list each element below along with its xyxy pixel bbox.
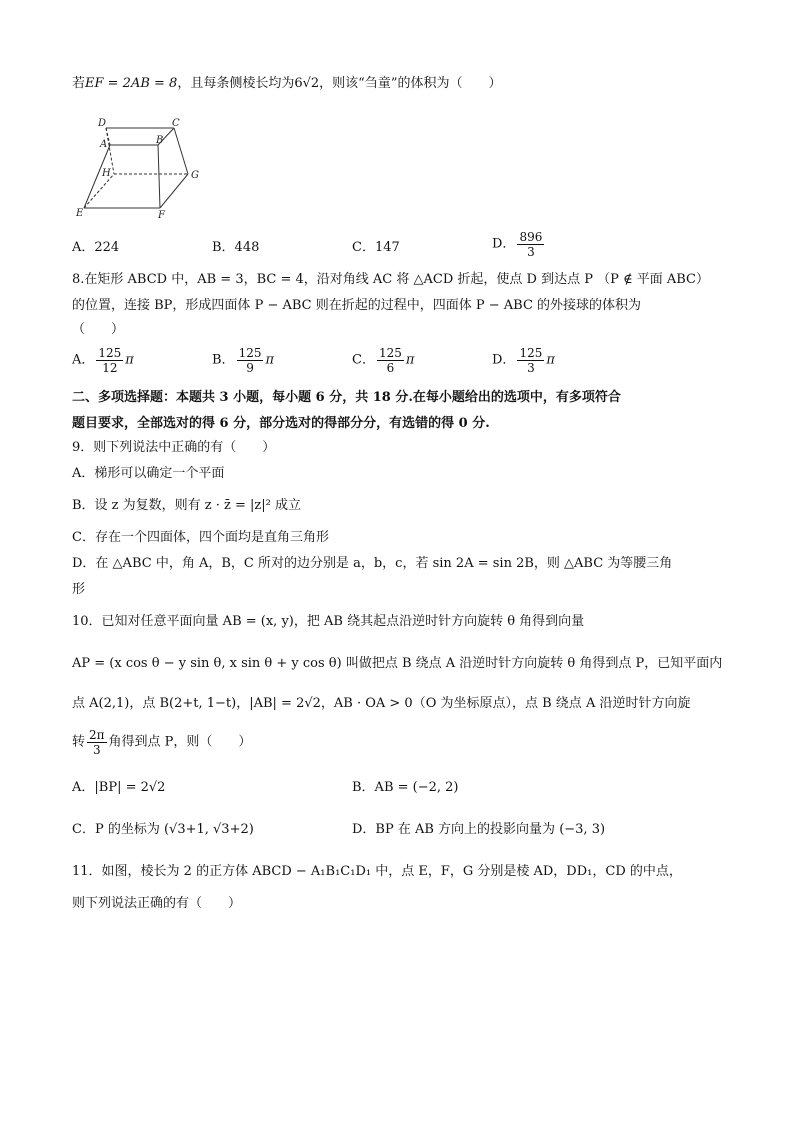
q7-option-d-fraction xyxy=(517,230,544,259)
q8-a-den: 12 xyxy=(102,361,118,375)
section-2-heading-line-1: 二、多项选择题：本题共 3 小题，每小题 6 分，共 18 分.在每小题给出的选项中，有多项符合 xyxy=(72,390,621,405)
edge-eh xyxy=(84,174,114,208)
q8-option-c[interactable] xyxy=(352,346,414,375)
q7-edge-length: 6√2 xyxy=(294,76,320,91)
edge-cg xyxy=(174,128,188,174)
q7-frustum-figure xyxy=(72,112,212,222)
q8-a-pi: π xyxy=(125,352,134,368)
section-2-heading-line-2: 题目要求，全部选对的得 6 分，部分选对的得部分分，有选错的得 0 分. xyxy=(72,416,490,431)
q8-c-fraction xyxy=(377,346,404,375)
q10-line-4-post: 角得到点 P，则（ ） xyxy=(108,734,252,750)
q8-d-fraction xyxy=(517,346,544,375)
q10-option-a[interactable]: A．|BP| = 2√2 xyxy=(72,780,166,795)
q10-option-c[interactable]: C．P 的坐标为 (√3+1, √3+2) xyxy=(72,822,254,837)
label-c: C xyxy=(172,118,180,129)
q8-d-label: D． xyxy=(492,352,516,368)
q8-b-label: B． xyxy=(212,352,235,368)
label-d: D xyxy=(98,118,107,129)
q8-d-pi: π xyxy=(546,352,555,368)
q8-a-label: A． xyxy=(72,352,95,368)
q7-d-numerator: 896 xyxy=(519,230,543,244)
q7-option-d[interactable] xyxy=(492,230,546,259)
q7-stem-mid: ，且每条侧棱长均为 xyxy=(177,76,295,91)
q9-option-b[interactable]: B．设 z 为复数，则有 z · z̄ = |z|² 成立 xyxy=(72,498,302,513)
q10-angle-den: 3 xyxy=(92,743,101,757)
q8-line-3: （ ） xyxy=(72,322,125,337)
q8-c-label: C． xyxy=(352,352,375,368)
q8-b-den: 9 xyxy=(246,361,254,375)
q10-line-4 xyxy=(72,728,251,757)
q8-a-num: 125 xyxy=(98,346,122,360)
q10-angle-num: 2π xyxy=(89,728,105,742)
q8-d-den: 3 xyxy=(527,361,535,375)
edge-bf xyxy=(158,145,160,208)
q8-option-b[interactable] xyxy=(212,346,274,375)
q8-option-d[interactable] xyxy=(492,346,555,375)
q7-condition: EF = 2AB = 8 xyxy=(85,76,178,91)
q8-c-pi: π xyxy=(405,352,415,368)
q10-line-1: 10．已知对任意平面向量 AB = (x, y)，把 AB 绕其起点沿逆时针方向旋转 θ 角得到向量 xyxy=(72,614,585,629)
q10-line-3: 点 A(2,1)，点 B(2+t, 1−t)，|AB| = 2√2，AB · OA > 0（O 为坐标原点），点 B 绕点 A 沿逆时针方向旋 xyxy=(72,696,691,711)
edge-fg xyxy=(160,174,188,208)
q8-c-num: 125 xyxy=(378,346,402,360)
q10-option-b[interactable]: B．AB = (−2, 2) xyxy=(352,780,459,795)
q11-line-2: 则下列说法正确的有（ ） xyxy=(72,896,242,911)
q9-option-d-line-2[interactable]: 形 xyxy=(72,582,86,597)
q8-option-a[interactable] xyxy=(72,346,134,375)
q7-option-c[interactable]: C．147 xyxy=(352,240,400,255)
q11-line-1: 11．如图，棱长为 2 的正方体 ABCD − A₁B₁C₁D₁ 中，点 E，F，G 分别是棱 AD，DD₁，CD 的中点， xyxy=(72,864,682,879)
q7-option-d-label: D． xyxy=(492,236,516,252)
q9-option-a[interactable]: A．梯形可以确定一个平面 xyxy=(72,466,225,481)
q8-b-pi: π xyxy=(265,352,275,368)
q9-option-c[interactable]: C．存在一个四面体，四个面均是直角三角形 xyxy=(72,530,329,545)
q7-d-denominator: 3 xyxy=(527,245,535,259)
q7-stem-prefix: 若 xyxy=(72,76,86,91)
label-f: F xyxy=(158,210,165,221)
q10-line-2: AP = (x cos θ − y sin θ, x sin θ + y cos θ) 叫做把点 B 绕点 A 沿逆时针方向旋转 θ 角得到点 P，已知平面内 xyxy=(72,656,723,671)
q8-b-num: 125 xyxy=(238,346,262,360)
q8-b-fraction xyxy=(237,346,264,375)
q8-c-den: 6 xyxy=(386,361,395,375)
q7-stem-suffix: ，则该“刍童”的体积为（ ） xyxy=(319,76,502,91)
q7-option-a[interactable]: A．224 xyxy=(72,240,120,255)
q8-line-2: 的位置，连接 BP，形成四面体 P − ABC 则在折起的过程中，四面体 P − ABC 的外接球的体积为 xyxy=(72,298,642,313)
q10-line-4-pre: 转 xyxy=(72,734,86,750)
q10-option-d[interactable]: D．BP 在 AB 方向上的投影向量为 (−3, 3) xyxy=(352,822,606,837)
label-a: A xyxy=(100,139,108,150)
q9-stem: 9．则下列说法中正确的有（ ） xyxy=(72,440,276,455)
q7-stem xyxy=(72,74,501,94)
q9-option-d-line-1[interactable]: D．在 △ABC 中，角 A，B，C 所对的边分别是 a，b，c，若 sin 2A = sin 2B，则 △ABC 为等腰三角 xyxy=(72,556,673,571)
q10-angle-fraction xyxy=(87,728,107,757)
q7-option-b[interactable]: B．448 xyxy=(212,240,260,255)
label-b: B xyxy=(156,135,164,146)
label-h: H xyxy=(102,168,111,179)
q8-line-1: 8.在矩形 ABCD 中，AB = 3，BC = 4，沿对角线 AC 将 △ACD 折起，使点 D 到达点 P （P ∉ 平面 ABC） xyxy=(72,272,709,287)
q8-d-num: 125 xyxy=(519,346,543,360)
label-e: E xyxy=(76,208,84,219)
q8-a-fraction xyxy=(96,346,123,375)
label-g: G xyxy=(191,170,199,181)
